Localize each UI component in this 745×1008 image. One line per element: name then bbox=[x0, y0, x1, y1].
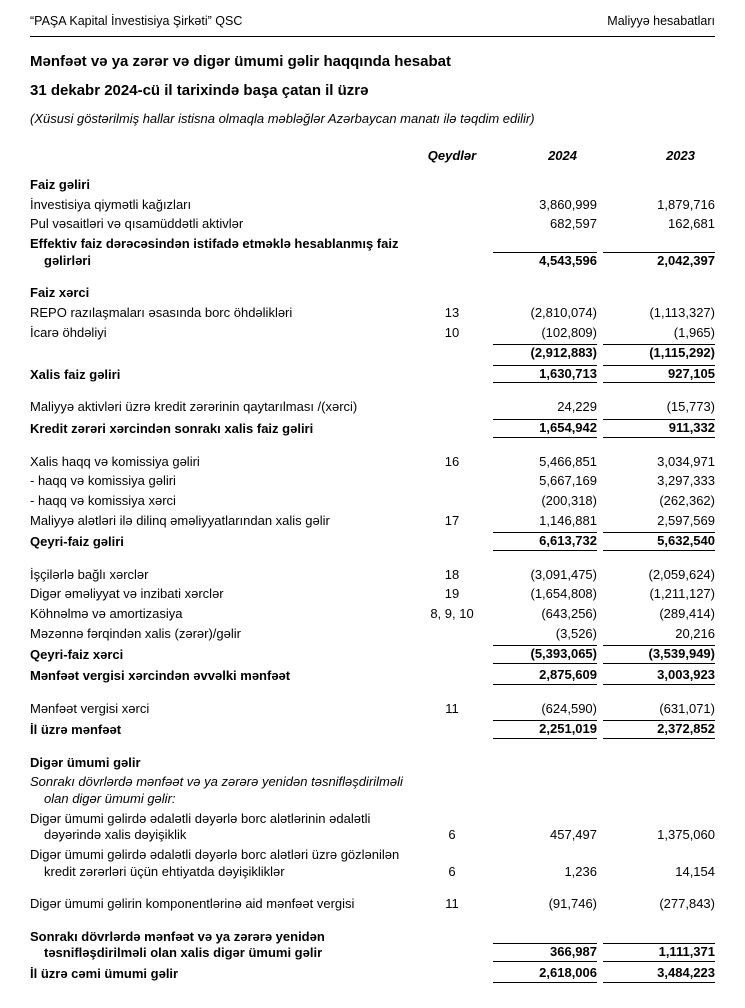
value-2023: 162,681 bbox=[668, 216, 715, 232]
value-2023: (277,843) bbox=[659, 896, 715, 912]
row-label: İcarə öhdəliyi bbox=[30, 324, 107, 340]
row-label: İl üzrə cəmi ümumi gəlir bbox=[30, 966, 179, 981]
value-2024: 1,630,713 bbox=[493, 365, 597, 384]
row-label: Mənfəət vergisi xərci bbox=[30, 700, 150, 716]
row-note: 13 bbox=[444, 304, 460, 320]
row-note: 6 bbox=[448, 827, 456, 843]
value-2024: 5,667,169 bbox=[539, 473, 597, 489]
value-2023: (631,071) bbox=[659, 700, 715, 716]
column-header-2023: 2023 bbox=[666, 147, 695, 163]
table-row bbox=[30, 215, 715, 235]
row-label: - haqq və komissiya gəliri bbox=[30, 473, 176, 489]
value-2024: (624,590) bbox=[541, 700, 597, 716]
row-label: Köhnəlmə və amortizasiya bbox=[30, 606, 183, 621]
value-2024: (3,526) bbox=[555, 625, 597, 641]
value-2023: 20,216 bbox=[675, 625, 715, 641]
row-label: Pul vəsaitləri və qısamüddətli aktivlər bbox=[30, 216, 244, 232]
table-row bbox=[30, 895, 715, 915]
report-type-label: Maliyyə hesabatları bbox=[607, 14, 715, 28]
value-2023: (15,773) bbox=[666, 399, 715, 415]
table-row bbox=[30, 195, 715, 215]
value-2024: 1,654,942 bbox=[493, 419, 597, 438]
row-label: - haqq və komissiya xərci bbox=[30, 492, 176, 508]
value-2023: 3,034,971 bbox=[657, 453, 715, 469]
row-label: Kredit zərəri xərcindən sonrakı xalis faiz gəliri bbox=[30, 421, 314, 436]
table-row bbox=[30, 624, 715, 644]
row-label: Xalis faiz gəliri bbox=[30, 366, 121, 382]
table-row bbox=[30, 398, 715, 418]
row-label: REPO razılaşmaları əsasında borc öhdəlikləri bbox=[30, 304, 293, 320]
row-label: Faiz gəliri bbox=[30, 177, 90, 193]
value-2024: 1,146,881 bbox=[539, 512, 597, 528]
table-row bbox=[30, 665, 715, 686]
row-label: Xalis haqq və komissiya gəliri bbox=[30, 453, 200, 469]
row-label: Qeyri-faiz gəliri bbox=[30, 534, 124, 550]
row-label: Digər əməliyyat və inzibati xərclər bbox=[30, 586, 224, 602]
row-label: Digər ümumi gəlir bbox=[30, 754, 141, 770]
row-label: Effektiv faiz dərəcəsindən istifadə etməklə hesablanmış faiz gəlirləri bbox=[30, 236, 399, 268]
value-2023: (1,113,327) bbox=[649, 304, 715, 320]
row-note: 18 bbox=[444, 566, 460, 582]
table-row bbox=[30, 343, 715, 364]
value-2023: (262,362) bbox=[659, 492, 715, 508]
row-note: 19 bbox=[444, 586, 460, 602]
statement-title: Mənfəət və ya zərər və digər ümumi gəlir haqqında hesabat bbox=[30, 53, 451, 70]
table-row bbox=[30, 235, 715, 271]
company-name: “PAŞA Kapital İnvestisiya Şirkəti” QSC bbox=[30, 14, 243, 28]
row-label: Maliyyə alətləri ilə dilinq əməliyyatlarından xalis gəlir bbox=[30, 512, 330, 528]
value-2024: (643,256) bbox=[541, 606, 597, 621]
value-2024: 457,497 bbox=[550, 827, 597, 843]
statement-period: 31 dekabr 2024-cü il tarixində başa çatan il üzrə bbox=[30, 82, 369, 99]
row-label: Qeyri-faiz xərci bbox=[30, 647, 124, 663]
value-2023: (3,539,949) bbox=[603, 645, 715, 664]
value-2024: (200,318) bbox=[541, 492, 597, 508]
row-note: 6 bbox=[448, 863, 456, 879]
value-2024: 5,466,851 bbox=[539, 453, 597, 469]
value-2024: 2,618,006 bbox=[493, 965, 597, 983]
value-2023: (289,414) bbox=[659, 606, 715, 621]
row-note: 11 bbox=[445, 700, 459, 716]
table-row bbox=[30, 511, 715, 531]
value-2023: (1,211,127) bbox=[649, 586, 715, 602]
value-2023: 1,375,060 bbox=[657, 827, 715, 843]
row-note: 10 bbox=[444, 324, 460, 340]
value-2024: 682,597 bbox=[550, 216, 597, 232]
value-2023: 14,154 bbox=[675, 863, 715, 879]
table-row bbox=[30, 845, 715, 881]
row-label: Digər ümumi gəlirdə ədalətli dəyərlə borc alətləri üzrə gözlənilən kredit zərərləri üçün ehtiyatda dəyişikliklər bbox=[30, 846, 400, 879]
value-2023: 2,372,852 bbox=[603, 720, 715, 739]
row-label: Sonrakı dövrlərdə mənfəət və ya zərərə yenidən təsnifləşdirilməli olan digər ümumi gəlir: bbox=[30, 774, 403, 806]
row-note: 8, 9, 10 bbox=[430, 606, 474, 621]
row-note: 16 bbox=[444, 453, 460, 469]
table-row bbox=[30, 531, 715, 553]
row-label: Sonrakı dövrlərdə mənfəət və ya zərərə yenidən təsnifləşdirilməli olan xalis digər ümumi gəlir bbox=[30, 928, 325, 961]
value-2023: 3,484,223 bbox=[603, 965, 715, 983]
statement-table bbox=[30, 176, 715, 985]
table-row bbox=[30, 565, 715, 585]
currency-note: (Xüsusi göstərilmiş hallar istisna olmaqla məbləğlər Azərbaycan manatı ilə təqdim edilir) bbox=[30, 111, 535, 126]
value-2024: 24,229 bbox=[557, 399, 597, 415]
value-2023: 3,003,923 bbox=[603, 667, 715, 685]
value-2024: 366,987 bbox=[493, 943, 597, 962]
table-row bbox=[30, 699, 715, 719]
value-2023: 2,042,397 bbox=[603, 252, 715, 270]
row-note: 17 bbox=[444, 512, 460, 528]
table-row bbox=[30, 753, 715, 773]
table-row bbox=[30, 644, 715, 666]
row-label: Digər ümumi gəlirdə ədalətli dəyərlə borc alətlərinin ədalətli dəyərində xalis dəyişiklik bbox=[30, 810, 371, 843]
table-row bbox=[30, 363, 715, 385]
value-2024: 3,860,999 bbox=[539, 196, 597, 212]
value-2024: 6,613,732 bbox=[493, 532, 597, 551]
table-row bbox=[30, 176, 715, 196]
value-2023: 3,297,333 bbox=[657, 473, 715, 489]
value-2023: (2,059,624) bbox=[648, 566, 715, 582]
value-2024: (5,393,065) bbox=[493, 645, 597, 664]
value-2024: (2,912,883) bbox=[493, 344, 597, 362]
value-2024: (2,810,074) bbox=[530, 304, 597, 320]
value-2023: 2,597,569 bbox=[657, 512, 715, 528]
table-row bbox=[30, 491, 715, 511]
row-label: İşçilərlə bağlı xərclər bbox=[30, 566, 149, 582]
table-row bbox=[30, 773, 715, 809]
table-row bbox=[30, 809, 715, 845]
table-row bbox=[30, 605, 715, 625]
row-label: Digər ümumi gəlirin komponentlərinə aid mənfəət vergisi bbox=[30, 896, 355, 912]
table-row bbox=[30, 284, 715, 304]
table-row bbox=[30, 927, 715, 963]
column-header-notes: Qeydlər bbox=[427, 147, 477, 163]
row-note: 11 bbox=[445, 896, 459, 912]
value-2024: 4,543,596 bbox=[493, 252, 597, 270]
table-row bbox=[30, 472, 715, 492]
table-row bbox=[30, 964, 715, 985]
value-2023: (1,115,292) bbox=[603, 344, 715, 362]
table-row bbox=[30, 323, 715, 343]
row-label: Maliyyə aktivləri üzrə kredit zərərinin qaytarılması /(xərci) bbox=[30, 399, 358, 415]
row-label: İl üzrə mənfəət bbox=[30, 722, 122, 738]
value-2023: 911,332 bbox=[603, 419, 715, 438]
value-2023: 5,632,540 bbox=[603, 532, 715, 551]
value-2024: (91,746) bbox=[548, 896, 597, 912]
value-2023: 1,879,716 bbox=[657, 196, 715, 212]
value-2024: (3,091,475) bbox=[530, 566, 597, 582]
value-2024: (102,809) bbox=[541, 324, 597, 340]
value-2024: 2,875,609 bbox=[493, 667, 597, 685]
value-2023: 1,111,371 bbox=[603, 943, 715, 962]
table-header-row bbox=[30, 146, 715, 166]
value-2023: 927,105 bbox=[603, 365, 715, 384]
value-2024: (1,654,808) bbox=[530, 586, 597, 602]
table-row bbox=[30, 452, 715, 472]
row-label: Faiz xərci bbox=[30, 285, 90, 301]
table-row bbox=[30, 719, 715, 741]
table-row bbox=[30, 303, 715, 323]
value-2024: 2,251,019 bbox=[493, 720, 597, 739]
row-label: İnvestisiya qiymətli kağızları bbox=[30, 196, 192, 212]
document-header bbox=[30, 8, 715, 37]
row-label: Məzənnə fərqindən xalis (zərər)/gəlir bbox=[30, 625, 241, 641]
value-2023: (1,965) bbox=[673, 324, 715, 340]
column-header-2024: 2024 bbox=[548, 147, 577, 163]
table-row bbox=[30, 418, 715, 440]
table-row bbox=[30, 585, 715, 605]
value-2024: 1,236 bbox=[564, 863, 597, 879]
row-label: Mənfəət vergisi xərcindən əvvəlki mənfəət bbox=[30, 667, 291, 683]
